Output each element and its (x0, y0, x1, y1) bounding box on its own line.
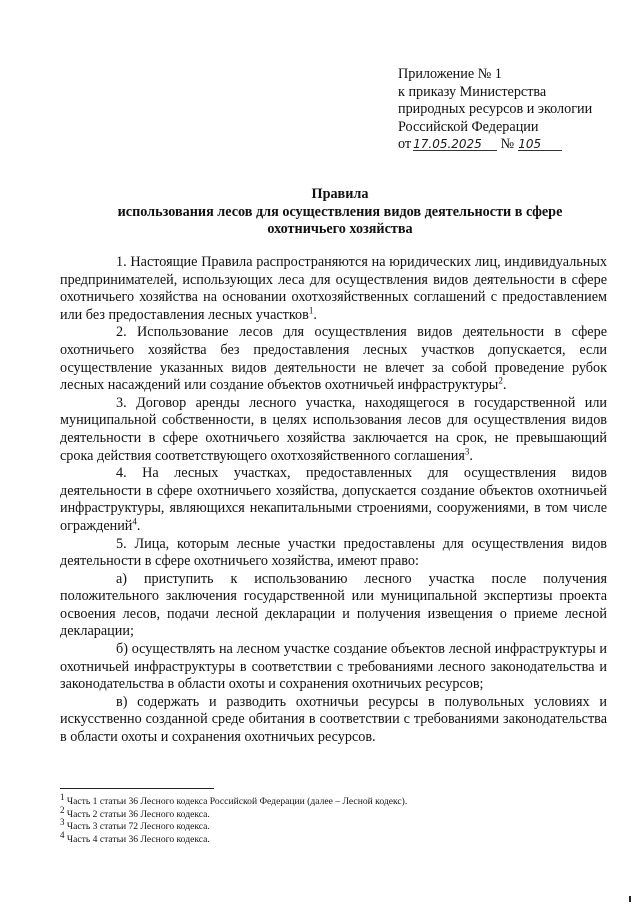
appendix-date-line (398, 136, 592, 154)
paragraph-4: 4. На лесных участках, предоставленных для осуществления видов деятельности в сфере охотничьего хозяйства, допускается создание объектов охотничьей инфраструктуры, являющихся некапитальными строениями, сооружениями, в том числе ограждений$^4$. (60, 465, 607, 534)
paragraph-2: 2. Использование лесов для осуществления видов деятельности в сфере охотничьего хозяйства без предоставления лесных участков допускается, если осуществление указанных видов деятельности не влечет за собой проведение рубок лесных насаждений или создание объектов охотничьей инфраструктуры$^2$. (60, 324, 607, 394)
handwritten-date: 17.05.2025 (413, 138, 497, 151)
paragraph-5a: а) приступить к использованию лесного участка после получения положительного заключения государственной или муниципальной экспертизы проекта освоения лесов, подачи лесной декларации и получения извещения о приеме лесной декларации; (60, 570, 607, 640)
scan-edge-mark (629, 896, 631, 902)
footnote-ref-4[interactable]: 4 (132, 516, 137, 527)
footnote-ref-3[interactable]: 3 (464, 445, 470, 456)
paragraph-3: 3. Договор аренды лесного участка, находящегося в государственной или муниципальной собственности, в целях использования лесов для осуществления видов деятельности в сфере охотничьего хозяйства заключается на срок, не превышающий срока действия соответствующего охотхозяйственного соглашения$^3$. (60, 394, 607, 464)
date-prefix: от (398, 136, 412, 153)
footnote-4: $^4$ Часть 4 статьи 36 Лесного кодекса. (60, 829, 210, 845)
paragraph-5: 5. Лица, которым лесные участки предоставлены для осуществления видов деятельности в сфере охотничьего хозяйства, имеют право: (60, 535, 607, 570)
footnote-3: $^3$ Часть 3 статьи 72 Лесного кодекса. (60, 817, 210, 833)
paragraph-5b: б) осуществлять на лесном участке создание объектов лесной инфраструктуры и охотничьей инфраструктуры в соответствии с требованиями лесного законодательства и законодательства в области охоты и сохранения охотничьих ресурсов; (60, 641, 607, 693)
document-title (60, 186, 620, 239)
number-sign: № (500, 136, 515, 153)
footnote-ref-1[interactable]: 1 (308, 305, 314, 316)
document-body (60, 254, 607, 747)
paragraph-1: 1. Настоящие Правила распространяются на юридических лиц, индивидуальных предпринимателей, использующих леса для осуществления видов деятельности в сфере охотничьего хозяйства на основании охотхозяйственных соглашений с предоставлением или без предоставления лесных участков$^1$. (60, 254, 607, 323)
footnote-1: $^1$ Часть 1 статьи 36 Лесного кодекса Российской Федерации (далее – Лесной кодекс). (60, 791, 408, 807)
title-line-2: использования лесов для осуществления видов деятельности в сфере (117, 203, 563, 220)
appendix-line-2: к приказу Министерства (398, 83, 547, 100)
appendix-line-3: природных ресурсов и экологии (398, 101, 593, 118)
footnote-separator (60, 788, 214, 789)
footnote-2: $^2$ Часть 2 статьи 36 Лесного кодекса. (60, 804, 210, 820)
appendix-header (398, 66, 592, 154)
footnotes (60, 791, 408, 846)
footnote-ref-2[interactable]: 2 (498, 375, 503, 386)
title-line-3: охотничьего хозяйства (267, 221, 413, 238)
title-line-1: Правила (311, 186, 369, 202)
appendix-line-4: Российской Федерации (398, 118, 539, 135)
handwritten-number: 105 (518, 138, 562, 151)
paragraph-5c: в) содержать и разводить охотничьи ресурсы в полувольных условиях и искусственно созданной среде обитания в соответствии с требованиями законодательства в области охоты и сохранения охотничьих ресурсов. (60, 693, 607, 746)
appendix-line-1: Приложение № 1 (398, 66, 502, 82)
